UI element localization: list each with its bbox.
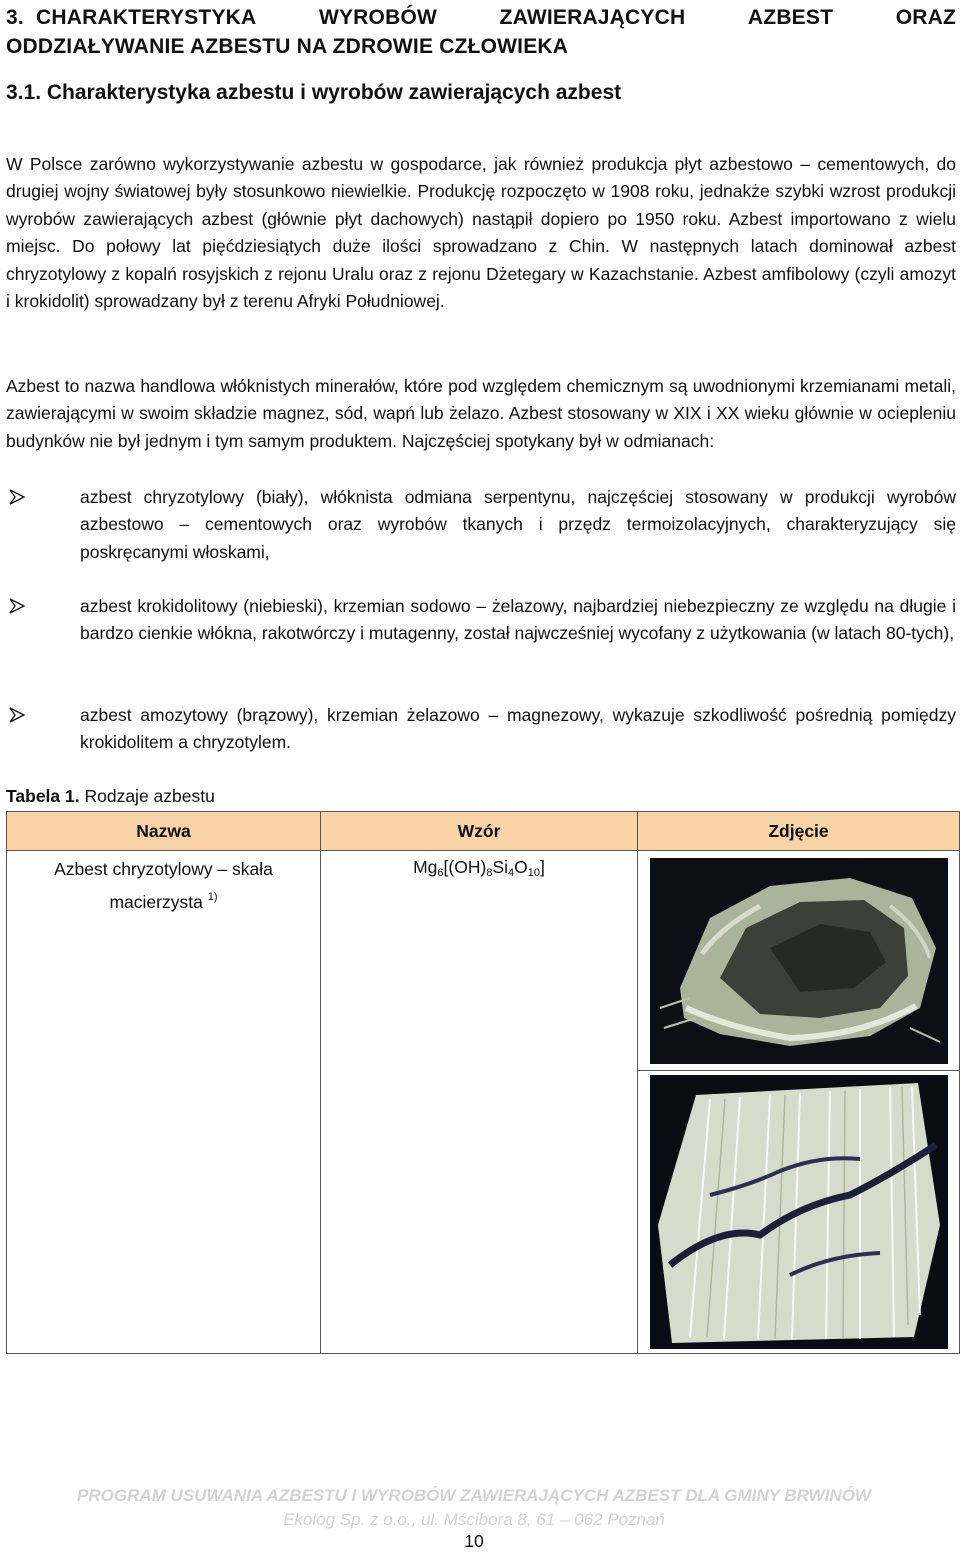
- formula-part: Mg: [413, 857, 438, 877]
- formula-part: Si: [492, 857, 509, 877]
- cell-mineral-name: [7, 851, 321, 1354]
- column-header-formula: Wzór: [321, 812, 638, 851]
- chrysotile-rock-photo: [650, 858, 948, 1064]
- formula-part: [(OH): [443, 857, 487, 877]
- cell-chemical-formula: [321, 851, 638, 1354]
- cell-photo-fibers: [638, 1071, 960, 1354]
- arrowhead-bullet-icon: [8, 488, 26, 506]
- arrowhead-bullet-icon: [8, 706, 26, 724]
- heading-word: ZAWIERAJĄCYCH: [499, 6, 686, 29]
- formula-subscript: 6: [437, 867, 444, 879]
- heading-word: AZBEST: [747, 6, 834, 29]
- formula-subscript: 10: [527, 867, 541, 879]
- chapter-heading: [6, 3, 956, 61]
- paragraph-definition: Azbest to nazwa handlowa włóknistych minerałów, które pod względem chemicznym są uwodnionymi krzemianami metali, zawierającymi w swoim składzie magnez, sód, wapń lub żelazo. Azbest stosowany w XIX i XX wieku głównie w ociepleniu budynków nie był jednym i tym samym produktem. Najczęściej spotykany był w odmianach:: [6, 376, 956, 451]
- formula-part: ]: [540, 857, 545, 877]
- heading-word: ORAZ: [895, 6, 956, 29]
- asbestos-types-table: [6, 811, 960, 1354]
- heading-word: 3. CHARAKTERYSTYKA: [6, 6, 257, 29]
- column-header-name: Nazwa: [7, 812, 321, 851]
- table-row: [7, 851, 960, 1071]
- formula-subscript: 4: [508, 867, 515, 879]
- table-caption-label: Tabela 1.: [6, 786, 80, 806]
- chapter-heading-line2: ODDZIAŁYWANIE AZBESTU NA ZDROWIE CZŁOWIEKA: [6, 35, 569, 58]
- column-header-photo: Zdjęcie: [638, 812, 960, 851]
- section-heading: 3.1. Charakterystyka azbestu i wyrobów zawierających azbest: [6, 81, 622, 104]
- table-caption: [6, 783, 215, 809]
- table-header-row: [7, 812, 960, 851]
- chapter-heading-line1: [6, 3, 956, 32]
- list-item-text: azbest krokidolitowy (niebieski), krzemian sodowo – żelazowy, najbardziej niebezpieczny ze względu na długie i bardzo cienkie włókna, rakotwórczy i mutagenny, został najwcześniej wycofany z użytkowania (w latach 80-tych),: [80, 596, 956, 644]
- chrysotile-fibers-photo: [650, 1075, 948, 1349]
- formula-subscript: 8: [486, 867, 493, 879]
- table-caption-title: Rodzaje azbestu: [79, 786, 215, 806]
- list-item-text: azbest amozytowy (brązowy), krzemian żelazowo – magnezowy, wykazuje szkodliwość pośrednią pomiędzy krokidolitem a chryzotylem.: [80, 705, 956, 753]
- heading-word: WYROBÓW: [318, 6, 438, 29]
- formula-part: O: [514, 857, 528, 877]
- footer-company: Ekolog Sp. z o.o., ul. Mścibora 8, 61 – 062 Poznań: [283, 1510, 665, 1529]
- paragraph-history: W Polsce zarówno wykorzystywanie azbestu w gospodarce, jak również produkcja płyt azbestowo – cementowych, do drugiej wojny światowej były stosunkowo niewielkie. Produkcję rozpoczęto w 1908 roku, jednakże szybki wzrost produkcji wyrobów zawierających azbest (głównie płyt dachowych) nastąpił dopiero po 1950 roku. Azbest importowano z wielu miejsc. Do połowy lat pięćdziesiątych duże ilości sprowadzano z Chin. W następnych latach dominował azbest chryzotylowy z kopalń rosyjskich z rejonu Uralu oraz z rejonu Dżetegary w Kazachstanie. Azbest amfibolowy (czyli amozyt i krokidolit) sprowadzany był z terenu Afryki Południowej.: [6, 154, 956, 312]
- footer-program-title: PROGRAM USUWANIA AZBESTU I WYROBÓW ZAWIERAJĄCYCH AZBEST DLA GMINY BRWINÓW: [77, 1486, 871, 1505]
- cell-photo-rock: [638, 851, 960, 1071]
- mineral-name-text: Azbest chryzotylowy – skała macierzysta: [54, 859, 273, 912]
- arrowhead-bullet-icon: [8, 597, 26, 615]
- list-item-text: azbest chryzotylowy (biały), włóknista odmiana serpentynu, najczęściej stosowany w produkcji wyrobów azbestowo – cementowych oraz wyrobów tkanych i przędz termoizolacyjnych, charakteryzujący się poskręcanymi włoskami,: [80, 487, 956, 562]
- page-number: 10: [464, 1531, 484, 1551]
- footnote-marker: 1): [207, 891, 218, 903]
